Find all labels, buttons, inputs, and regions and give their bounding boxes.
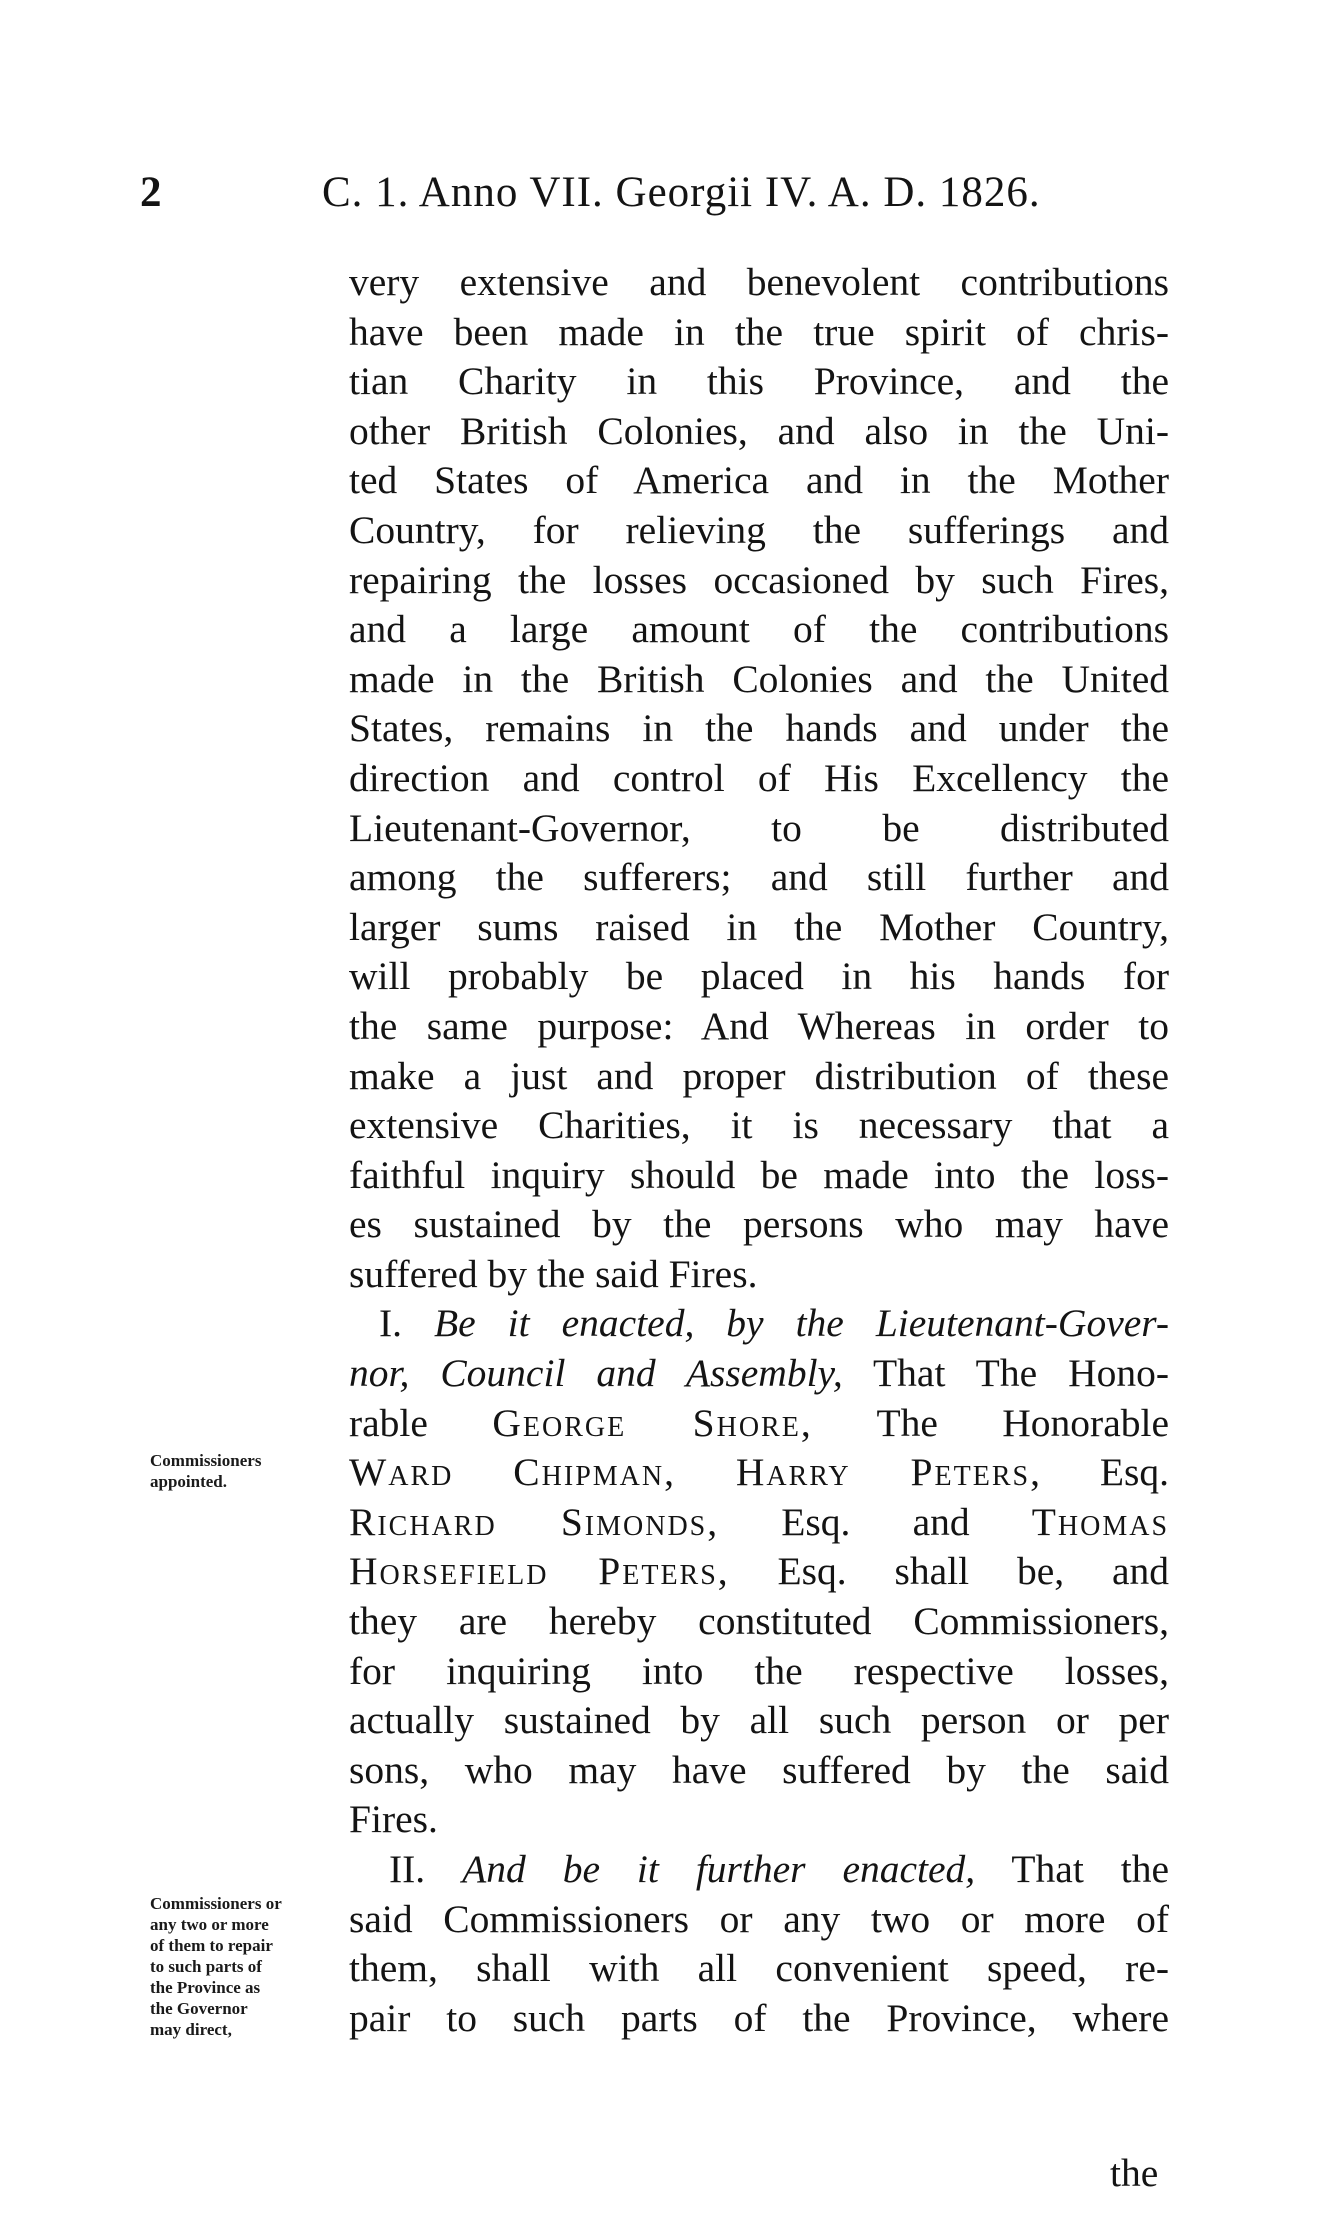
body-line: tian Charity in this Province, and the	[349, 359, 1169, 404]
section-1-text: The Honorable	[876, 1400, 1169, 1445]
body-line: es sustained by the persons who may have	[349, 1202, 1169, 1247]
margin-note-line: appointed.	[150, 1472, 227, 1491]
section-1-line	[349, 1349, 1169, 1399]
section-1-line: sons, who may have suffered by the said	[349, 1747, 1169, 1792]
margin-note-line: may direct,	[150, 2020, 232, 2039]
body-line: faithful inquiry should be made into the loss-	[349, 1152, 1169, 1197]
section-1-line	[349, 1448, 1169, 1498]
body-line: Country, for relieving the sufferings and	[349, 507, 1169, 552]
section-1-enacting-clause-cont: nor, Council and Assembly,	[349, 1351, 843, 1396]
body-text	[349, 258, 1169, 2043]
section-1-heading-line	[349, 1299, 1169, 1349]
margin-note-commissioners-appointed	[150, 1450, 325, 1492]
section-1-text: rable	[349, 1400, 428, 1445]
body-line: make a just and proper distribution of these	[349, 1053, 1169, 1098]
body-line: other British Colonies, and also in the Uni-	[349, 408, 1169, 453]
body-line: made in the British Colonies and the United	[349, 656, 1169, 701]
section-1-line: actually sustained by all such person or per	[349, 1698, 1169, 1743]
section-1-line	[349, 1399, 1169, 1449]
commissioner-name: Thomas	[1031, 1499, 1170, 1544]
margin-note-line: the Governor	[150, 1999, 248, 2018]
margin-note-line: to such parts of	[150, 1957, 262, 1976]
running-head: C. 1. Anno VII. Georgii IV. A. D. 1826.	[322, 169, 1041, 216]
body-line: and a large amount of the contributions	[349, 607, 1169, 652]
section-1-line: they are hereby constituted Commissioners,	[349, 1599, 1169, 1644]
section-1-text: That The Hono-	[873, 1351, 1169, 1396]
body-line: among the sufferers; and still further and	[349, 855, 1169, 900]
section-1-line	[349, 1498, 1169, 1548]
section-1-numeral: I.	[379, 1301, 403, 1346]
margin-note-line: Commissioners or	[150, 1894, 282, 1913]
commissioner-name: Ward Chipman, Harry Peters,	[349, 1450, 1042, 1495]
commissioner-name: Horsefield Peters,	[349, 1549, 730, 1594]
margin-note-line: of them to repair	[150, 1936, 273, 1955]
section-2-enacting-clause: And be it further enacted,	[462, 1847, 976, 1891]
body-line: very extensive and benevolent contributions	[349, 260, 1169, 304]
body-line: have been made in the true spirit of chris-	[349, 309, 1169, 354]
margin-note-line: Commissioners	[150, 1451, 262, 1470]
section-1-text: Esq. shall be, and	[777, 1549, 1170, 1594]
body-line: States, remains in the hands and under the	[349, 706, 1169, 751]
section-1-enacting-clause: Be it enacted, by the Lieutenant-Gover-	[434, 1301, 1170, 1346]
body-line: extensive Charities, it is necessary that a	[349, 1103, 1169, 1148]
section-2-line: them, shall with all convenient speed, re-	[349, 1946, 1169, 1991]
section-2-line: pair to such parts of the Province, where	[349, 1995, 1169, 2040]
body-line: Lieutenant-Governor, to be distributed	[349, 805, 1169, 850]
section-1-text: Esq.	[1099, 1450, 1169, 1495]
section-1-line	[349, 1547, 1169, 1597]
margin-note-line: any two or more	[150, 1915, 269, 1934]
margin-note-commissioners-repair	[150, 1893, 310, 2040]
section-2-numeral: II.	[389, 1847, 426, 1891]
body-line: will probably be placed in his hands for	[349, 954, 1169, 999]
section-2-text: That the	[1011, 1847, 1170, 1891]
section-1-line: Fires.	[349, 1797, 438, 1842]
page-header	[140, 163, 1180, 223]
section-1-line: for inquiring into the respective losses,	[349, 1648, 1169, 1693]
body-line: direction and control of His Excellency the	[349, 755, 1169, 800]
section-2-heading-line	[349, 1845, 1169, 1895]
margin-note-line: the Province as	[150, 1978, 261, 1997]
body-line: repairing the losses occasioned by such Fires,	[349, 557, 1169, 602]
catchword: the	[1110, 2151, 1159, 2195]
body-line: the same purpose: And Whereas in order to	[349, 1003, 1169, 1048]
body-line: larger sums raised in the Mother Country,	[349, 904, 1169, 949]
body-line: ted States of America and in the Mother	[349, 458, 1169, 503]
section-1-text: Esq. and	[781, 1499, 970, 1544]
commissioner-name: George Shore,	[492, 1400, 813, 1445]
commissioner-name: Richard Simonds,	[349, 1499, 720, 1544]
page-number: 2	[140, 169, 162, 216]
section-2-line: said Commissioners or any two or more of	[349, 1896, 1169, 1941]
body-line: suffered by the said Fires.	[349, 1251, 758, 1296]
